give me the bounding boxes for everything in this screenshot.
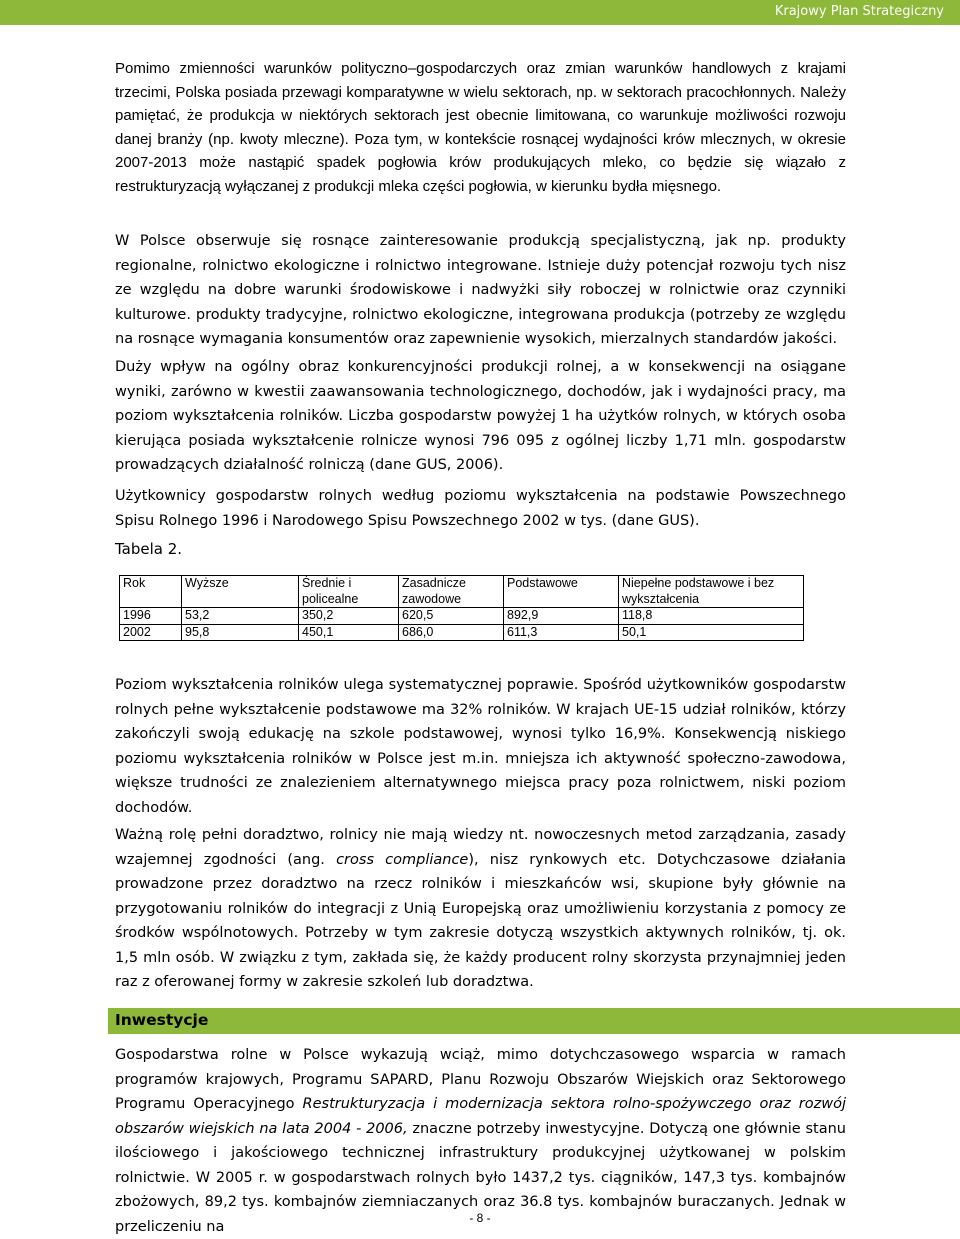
- table-cell: 1996: [120, 608, 182, 625]
- table-cell: 892,9: [504, 608, 619, 625]
- paragraph-trade: Pomimo zmienności warunków polityczno–gospodarczych oraz zmian warunków handlowych z krajami trzecimi, Polska posiada przewagi komparatywne w wielu sektorach, np. w sektorach pracochłonnych. Należy pamiętać, że produkcja w niektórych sektorach jest obecnie limitowana, co warunkuje możliwości rozwoju danej branży (np. kwoty mleczne). Poza tym, w kontekście rosnącej wydajności krów mlecznych, w okresie 2007-2013 może nastąpić spadek pogłowia krów produkujących mleko, co będzie się wiązało z restrukturyzacją wyłączanej z produkcji mleka części pogłowia, w kierunku bydła mięsnego.: [115, 60, 846, 195]
- table-cell: 686,0: [399, 624, 504, 641]
- section-title: Inwestycje: [115, 1011, 209, 1029]
- paragraph-education-level: Poziom wykształcenia rolników ulega systematycznej poprawie. Spośród użytkowników gospodarstw rolnych pełne wykształcenie podstawowe ma 32% rolników. W krajach UE-15 udział rolników, którzy zakończyli swoją edukację na szkole podstawowej, wynosi tylko 16,9%. Konsekwencją niskiego poziomu wykształcenia rolników w Polsce jest m.in. mniejsza ich aktywność społeczno-zawodowa, większe trudności ze znalezieniem alternatywnego miejsca pracy poza rolnictwem, niski poziom dochodów.: [115, 677, 846, 816]
- table-header-cell: Wyższe: [182, 576, 299, 608]
- table-label: Tabela 2.: [115, 540, 183, 558]
- paragraph-specialist-production: W Polsce obserwuje się rosnące zainteresowanie produkcją specjalistyczną, jak np. produkty regionalne, rolnictwo ekologiczne i rolnictwo integrowane. Istnieje duży potencjał rozwoju tych nisz ze względu na dobre warunki środowiskowe i nadwyżki siły roboczej w rolnictwie oraz czynniki kulturowe. produkty tradycyjne, rolnictwo ekologiczne, integrowana produkcja (potrzeby ze względu na rosnące wymagania konsumentów oraz zapewnienie wysokich, mierzalnych standardów jakości.: [115, 233, 846, 347]
- text-run: ), nisz rynkowych etc. Dotychczasowe działania prowadzone przez doradztwo na rzecz rolników i mieszkańców wsi, skupione były głównie na przygotowaniu rolników do integracji z Unią Europejską oraz umożliwieniu korzystania z pomocy ze środków wspólnotowych. Potrzeby w tym zakresie dotyczą wszystkich aktywnych rolników, tj. ok. 1,5 mln osób. W związku z tym, zakłada się, że każdy producent rolny skorzysta przynajmniej jeden raz z oferowanej formy w zakresie szkoleń lub doradztwa.: [115, 851, 846, 990]
- table-cell: 620,5: [399, 608, 504, 625]
- document-title: Krajowy Plan Strategiczny: [774, 4, 944, 19]
- table-cell: 95,8: [182, 624, 299, 641]
- page-header: [0, 0, 960, 25]
- table-cell: 350,2: [299, 608, 399, 625]
- section-banner: [108, 1008, 960, 1034]
- education-table: [119, 575, 804, 641]
- page-number: - 8 -: [469, 1211, 491, 1225]
- paragraph-investments: [115, 1043, 846, 1239]
- table-cell: 2002: [120, 624, 182, 641]
- table-cell: 53,2: [182, 608, 299, 625]
- paragraph-education-impact: Duży wpływ na ogólny obraz konkurencyjności produkcji rolnej, a w konsekwencji na osiągane wyniki, zarówno w kwestii zaawansowania technologicznego, dochodów, jak i wydajności pracy, ma poziom wykształcenia rolników. Liczba gospodarstw powyżej 1 ha użytków rolnych, w których osoba kierująca posiada wykształcenie rolnicze wynosi 796 095 z ogólnej liczby 1,71 mln. gospodarstw prowadzących działalność rolniczą (dane GUS, 2006).: [115, 359, 846, 473]
- text-run: Ważną rolę pełni doradztwo, rolnicy nie mają wiedzy nt. nowoczesnych metod zarządzania, zasady wzajemnej zgodności (ang.: [115, 827, 846, 868]
- table-row: [120, 608, 804, 625]
- table-header-cell: Podstawowe: [504, 576, 619, 608]
- table-cell: 118,8: [619, 608, 804, 625]
- table-cell: 50,1: [619, 624, 804, 641]
- italic-program-name: Restrukturyzacja i modernizacja sektora rolno-spożywczego oraz rozwój obszarów wiejskich na lata 2004 - 2006,: [115, 1096, 846, 1137]
- table-header-cell: Rok: [120, 576, 182, 608]
- italic-term: cross compliance: [336, 851, 469, 868]
- table-cell: 450,1: [299, 624, 399, 641]
- table-header-row: [120, 576, 804, 608]
- paragraph-advisory: [115, 823, 846, 995]
- table-cell: 611,3: [504, 624, 619, 641]
- text-run: Gospodarstwa rolne w Polsce wykazują wciąż, mimo dotychczasowego wsparcia w ramach programów krajowych, Programu SAPARD, Planu Rozwoju Obszarów Wiejskich oraz Sektorowego Programu Operacyjnego: [115, 1047, 846, 1112]
- paragraph-table-intro: Użytkownicy gospodarstw rolnych według poziomu wykształcenia na podstawie Powszechnego Spisu Rolnego 1996 i Narodowego Spisu Powszechnego 2002 w tys. (dane GUS).: [115, 488, 846, 529]
- table-header-cell: Zasadnicze zawodowe: [399, 576, 504, 608]
- table-row: [120, 624, 804, 641]
- table-header-cell: Niepełne podstawowe i bez wykształcenia: [619, 576, 804, 608]
- table-header-cell: Średnie i policealne: [299, 576, 399, 608]
- text-run: znaczne potrzeby inwestycyjne. Dotyczą one głównie stanu ilościowego i jakościowego technicznej infrastruktury produkcyjnej użytkowanej w polskim rolnictwie. W 2005 r. w gospodarstwach rolnych było 1437,2 tys. ciągników, 147,3 tys. kombajnów zbożowych, 89,2 tys. kombajnów ziemniaczanych oraz 36.8 tys. kombajnów buraczanych. Jednak w przeliczeniu na: [115, 1120, 846, 1235]
